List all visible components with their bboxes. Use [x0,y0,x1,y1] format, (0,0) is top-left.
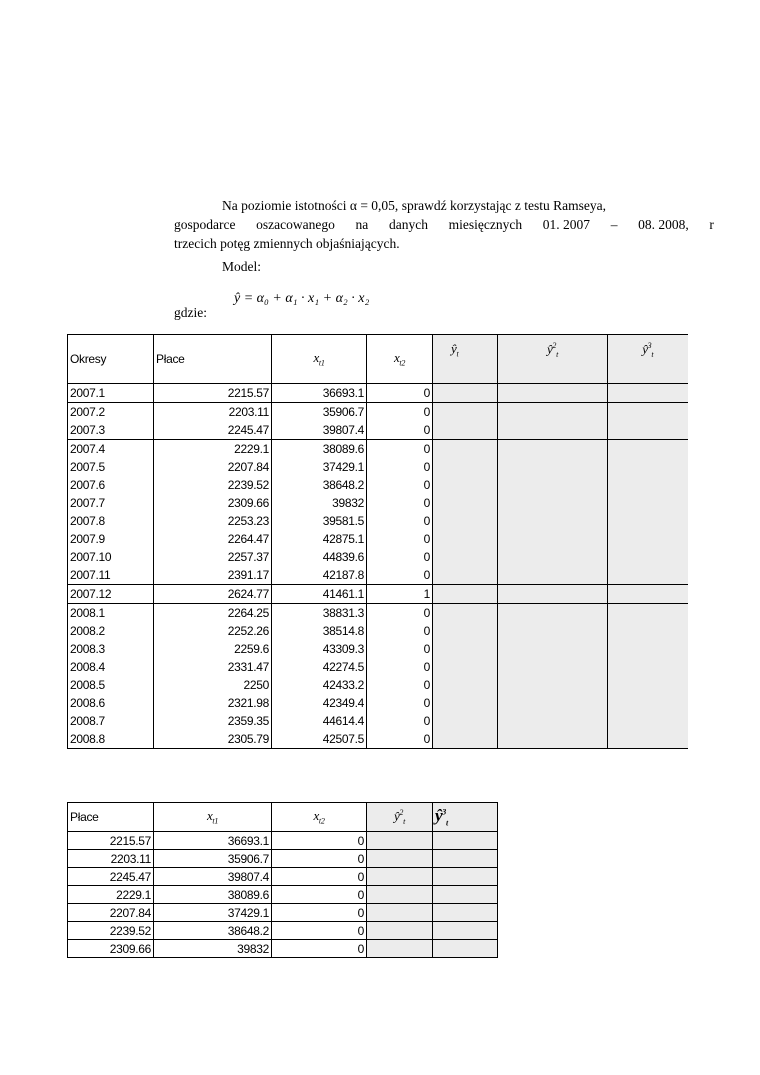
header-yhat-squared: $ŷ^2_t$ [498,335,608,384]
table-row [68,940,498,958]
yhat-cubed-cell [608,585,688,604]
wages-cell: 2229.1 [154,440,272,459]
intro-word: Na poziomie [222,198,292,213]
table-row [68,604,688,623]
yhat-cell [433,622,498,640]
yhat-squared-cell [498,548,608,566]
wages-cell: 2624.77 [154,585,272,604]
x1-cell: 44614.4 [272,712,367,730]
yhat-squared-cell [498,566,608,585]
x1-cell: 41461.1 [272,585,367,604]
wages-cell: 2207.84 [154,458,272,476]
wages-cell: 2252.26 [154,622,272,640]
table-row [68,458,688,476]
model-label: Model: [222,259,261,274]
yhat-cell [433,730,498,749]
intro-line-3: trzecich potęg zmiennych objaśniających. [174,236,400,251]
x2-cell: 0 [367,403,433,422]
x1-cell: 38089.6 [272,440,367,459]
table-row [68,440,688,459]
yhat-squared-cell [367,868,433,886]
yhat-squared-cell [498,421,608,440]
period-cell: 2007.9 [68,530,154,548]
gdzie-label: gdzie: [174,305,207,320]
period-cell: 2007.12 [68,585,154,604]
wages-cell: 2250 [154,676,272,694]
yhat-squared-cell [498,585,608,604]
table-header-row [68,803,498,832]
yhat-squared-cell [498,712,608,730]
period-cell: 2007.7 [68,494,154,512]
wages-cell: 2359.35 [154,712,272,730]
x1-cell: 42433.2 [272,676,367,694]
x2-cell: 0 [367,640,433,658]
yhat-cubed-cell [433,868,498,886]
wages-cell: 2321.98 [154,694,272,712]
table-header-row [68,335,688,384]
yhat-cubed-cell [608,658,688,676]
intro-word: sprawdź [401,198,447,213]
yhat-cell [433,676,498,694]
yhat-cubed-cell [608,622,688,640]
x1-cell: 38089.6 [154,886,272,904]
x2-cell: 0 [367,712,433,730]
wages-cell: 2391.17 [154,566,272,585]
table-row [68,530,688,548]
x1-cell: 36693.1 [272,384,367,403]
yhat-cell [433,494,498,512]
period-cell: 2008.5 [68,676,154,694]
yhat-squared-cell [498,730,608,749]
x1-cell: 43309.3 [272,640,367,658]
data-table-main [67,334,688,749]
table-row [68,512,688,530]
intro-word: na [355,217,369,232]
intro-word: oszacowanego [256,217,335,232]
wages-cell: 2331.47 [154,658,272,676]
yhat-cubed-cell [433,940,498,958]
yhat-cubed-cell [608,530,688,548]
table-row [68,476,688,494]
yhat-cell [433,694,498,712]
x1-cell: 42349.4 [272,694,367,712]
table-row [68,658,688,676]
yhat-cubed-cell [608,403,688,422]
yhat-cell [433,403,498,422]
intro-word: 01. 2007 [542,217,591,232]
yhat-squared-cell [367,886,433,904]
wages-cell: 2257.37 [154,548,272,566]
yhat-cubed-cell [608,712,688,730]
yhat-cubed-cell [608,730,688,749]
yhat-squared-cell [498,384,608,403]
header-x2: $x_{t2}$ [367,335,433,384]
period-cell: 2007.11 [68,566,154,585]
wages-cell: 2253.23 [154,512,272,530]
wages-cell: 2239.52 [68,922,154,940]
x2-cell: 0 [272,832,367,850]
intro-word: 08. 2008, [638,217,689,232]
table-row [68,904,498,922]
intro-word: α = 0,05, [349,198,399,213]
period-cell: 2008.2 [68,622,154,640]
period-cell: 2007.1 [68,384,154,403]
table-row [68,886,498,904]
yhat-squared-cell [498,604,608,623]
x2-cell: 0 [367,512,433,530]
x2-cell: 0 [367,421,433,440]
x1-cell: 37429.1 [154,904,272,922]
wages-cell: 2309.66 [68,940,154,958]
yhat-cubed-cell [433,922,498,940]
yhat-cell [433,566,498,585]
wages-cell: 2245.47 [154,421,272,440]
x2-cell: 0 [367,476,433,494]
period-cell: 2008.3 [68,640,154,658]
yhat-squared-cell [498,476,608,494]
x2-cell: 0 [272,886,367,904]
x2-cell: 0 [272,922,367,940]
yhat-squared-cell [498,622,608,640]
yhat-cubed-cell [608,512,688,530]
yhat-cell [433,658,498,676]
x2-cell: 0 [272,904,367,922]
x2-cell: 0 [367,494,433,512]
yhat-cubed-cell [608,548,688,566]
header-wages: Płace [68,803,154,832]
yhat-cell [433,384,498,403]
x2-cell: 0 [367,730,433,749]
header-x2: $x_{t2}$ [272,803,367,832]
yhat-squared-cell [498,676,608,694]
header-wages: Płace [154,335,272,384]
table-row [68,850,498,868]
wages-cell: 2259.6 [154,640,272,658]
yhat-squared-cell [498,530,608,548]
x1-cell: 42187.8 [272,566,367,585]
x1-cell: 42507.5 [272,730,367,749]
x2-cell: 0 [367,658,433,676]
intro-line-2 [174,215,714,234]
x1-cell: 42875.1 [272,530,367,548]
x2-cell: 0 [367,622,433,640]
yhat-cell [433,604,498,623]
wages-cell: 2264.47 [154,530,272,548]
table-row [68,585,688,604]
x2-cell: 0 [367,530,433,548]
header-x1: $x_{t1}$ [154,803,272,832]
x2-cell: 0 [367,694,433,712]
header-yhat-cubed: $ŷ^3_t$ [608,335,688,384]
period-cell: 2007.8 [68,512,154,530]
x1-cell: 44839.6 [272,548,367,566]
x1-cell: 39807.4 [272,421,367,440]
x2-cell: 1 [367,585,433,604]
period-cell: 2007.6 [68,476,154,494]
yhat-cubed-cell [608,440,688,459]
wages-cell: 2207.84 [68,904,154,922]
yhat-cubed-cell [608,458,688,476]
yhat-squared-cell [498,458,608,476]
intro-word: – [610,217,618,232]
yhat-cubed-cell [433,832,498,850]
yhat-squared-cell [498,494,608,512]
x1-cell: 38648.2 [272,476,367,494]
yhat-cubed-cell [608,421,688,440]
yhat-squared-cell [498,640,608,658]
intro-word: gospodarce [174,217,236,232]
x2-cell: 0 [367,458,433,476]
x1-cell: 37429.1 [272,458,367,476]
data-table-secondary [67,802,498,958]
wages-cell: 2239.52 [154,476,272,494]
x2-cell: 0 [272,850,367,868]
yhat-squared-cell [367,832,433,850]
wages-cell: 2229.1 [68,886,154,904]
x1-cell: 39832 [272,494,367,512]
table-row [68,566,688,585]
x1-cell: 39807.4 [154,868,272,886]
table-row [68,712,688,730]
yhat-cell [433,530,498,548]
yhat-squared-cell [367,904,433,922]
table-row [68,384,688,403]
intro-word: miesięcznych [448,217,523,232]
yhat-cell [433,512,498,530]
yhat-squared-cell [498,440,608,459]
wages-cell: 2215.57 [154,384,272,403]
x1-cell: 35906.7 [154,850,272,868]
header-yhat-cubed: $ŷ^3_t$ [433,803,498,832]
x2-cell: 0 [367,566,433,585]
yhat-cubed-cell [433,850,498,868]
x1-cell: 39832 [154,940,272,958]
table-row [68,868,498,886]
yhat-cell [433,421,498,440]
header-yhat: $ŷ_t$ [433,335,498,384]
x1-cell: 36693.1 [154,832,272,850]
x1-cell: 39581.5 [272,512,367,530]
wages-cell: 2245.47 [68,868,154,886]
yhat-cubed-cell [608,640,688,658]
yhat-cubed-cell [608,676,688,694]
wages-cell: 2203.11 [154,403,272,422]
table-row [68,622,688,640]
x2-cell: 0 [367,676,433,694]
yhat-squared-cell [498,403,608,422]
yhat-cubed-cell [433,904,498,922]
period-cell: 2008.8 [68,730,154,749]
yhat-squared-cell [498,694,608,712]
period-cell: 2007.2 [68,403,154,422]
x1-cell: 38831.3 [272,604,367,623]
table-row [68,694,688,712]
table-row [68,494,688,512]
yhat-cubed-cell [608,494,688,512]
yhat-cubed-cell [608,384,688,403]
table-row [68,832,498,850]
wages-cell: 2203.11 [68,850,154,868]
table-row [68,421,688,440]
intro-word: korzystając z testu Ramseya, [450,198,606,213]
yhat-cubed-cell [608,604,688,623]
x2-cell: 0 [367,440,433,459]
wages-cell: 2264.25 [154,604,272,623]
table-row [68,676,688,694]
x2-cell: 0 [367,604,433,623]
intro-word: istotności [294,198,347,213]
intro-text [174,196,714,253]
model-formula: ŷ = α₀ + α₁ · x₁ + α₂ · x₂ [234,291,370,306]
header-x1: $x_{t1}$ [272,335,367,384]
table-row [68,640,688,658]
header-period: Okresy [68,335,154,384]
yhat-cell [433,712,498,730]
intro-line-1 [174,196,690,215]
period-cell: 2007.3 [68,421,154,440]
yhat-cell [433,548,498,566]
yhat-squared-cell [498,512,608,530]
yhat-squared-cell [498,658,608,676]
period-cell: 2008.4 [68,658,154,676]
x2-cell: 0 [272,868,367,886]
yhat-cubed-cell [608,476,688,494]
table-row [68,730,688,749]
wages-cell: 2309.66 [154,494,272,512]
x2-cell: 0 [367,548,433,566]
yhat-cubed-cell [608,694,688,712]
x2-cell: 0 [367,384,433,403]
yhat-cell [433,640,498,658]
yhat-cell [433,440,498,459]
yhat-cubed-cell [433,886,498,904]
period-cell: 2008.7 [68,712,154,730]
table-row [68,403,688,422]
x1-cell: 35906.7 [272,403,367,422]
table-row [68,548,688,566]
x2-cell: 0 [272,940,367,958]
header-yhat-squared: $ŷ^2_t$ [367,803,433,832]
yhat-squared-cell [367,940,433,958]
x1-cell: 38514.8 [272,622,367,640]
yhat-cell [433,476,498,494]
period-cell: 2008.6 [68,694,154,712]
yhat-squared-cell [367,850,433,868]
yhat-cubed-cell [608,566,688,585]
x1-cell: 42274.5 [272,658,367,676]
yhat-cell [433,458,498,476]
period-cell: 2008.1 [68,604,154,623]
yhat-squared-cell [367,922,433,940]
period-cell: 2007.4 [68,440,154,459]
period-cell: 2007.5 [68,458,154,476]
intro-word: danych [388,217,428,232]
intro-word: r [709,217,714,232]
x1-cell: 38648.2 [154,922,272,940]
wages-cell: 2305.79 [154,730,272,749]
yhat-cell [433,585,498,604]
period-cell: 2007.10 [68,548,154,566]
wages-cell: 2215.57 [68,832,154,850]
table-row [68,922,498,940]
